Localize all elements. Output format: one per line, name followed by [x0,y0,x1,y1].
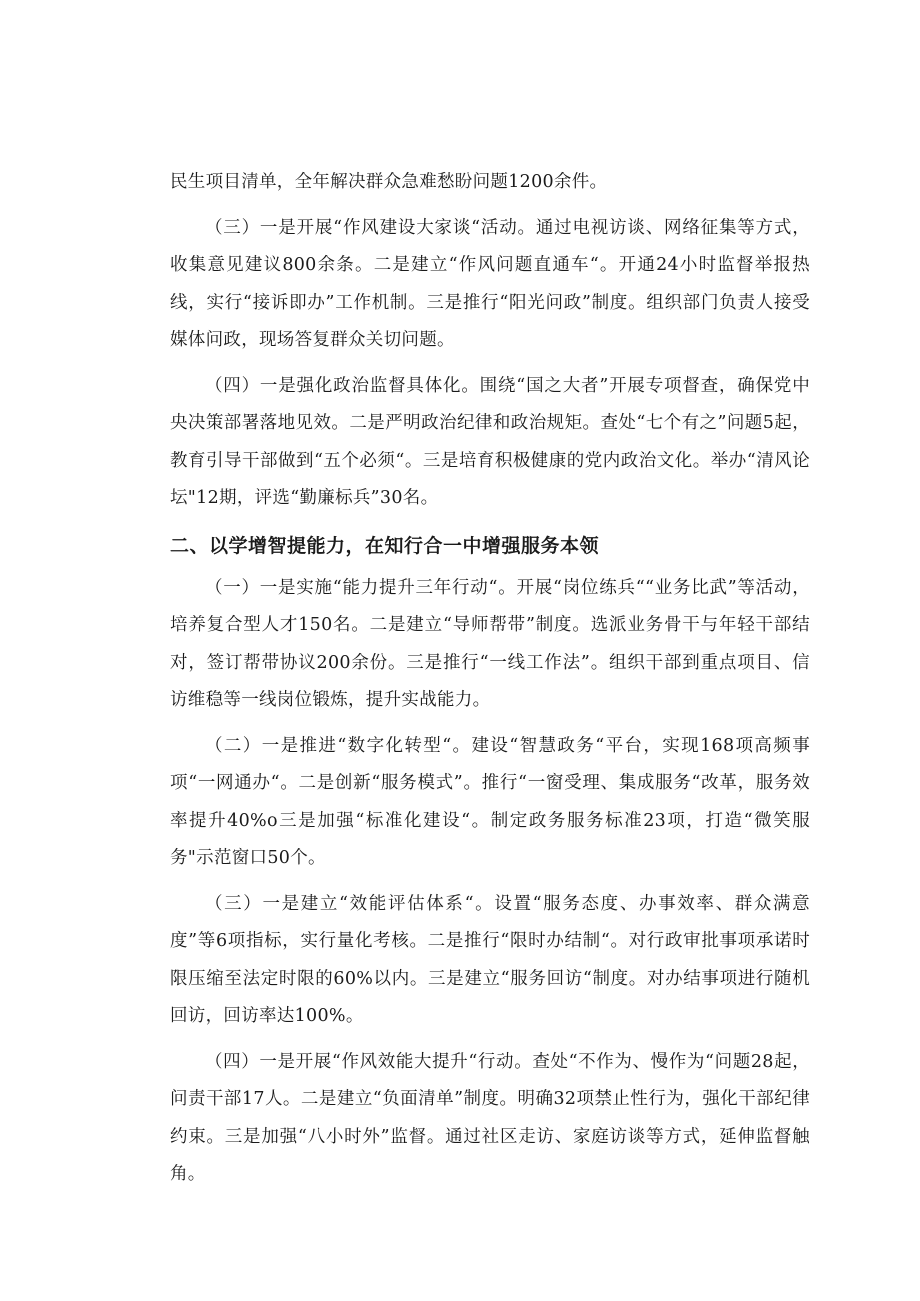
paragraph-section2-item3: （三）一是建立“效能评估体系“。设置“服务态度、办事效率、群众满意度”等6项指标，实行量化考核。二是推行“限时办结制“。对行政审批事项承诺时限压缩至法定时限的60%以内。三是建立“服务回访“制度。对办结事项进行随机回访，回访率达100%。 [170,893,810,1026]
section-heading-2: 二、以学增智提能力，在知行合一中增强服务本领 [170,534,600,557]
paragraph-continuation: 民生项目清单，全年解决群众急难愁盼问题1200余件。 [170,172,608,192]
paragraph-section1-item4: （四）一是强化政治监督具体化。围绕“国之大者”开展专项督查，确保党中央决策部署落地见效。二是严明政治纪律和政治规矩。查处“七个有之”问题5起，教育引导干部做到“五个必须“。三是培育积极健康的党内政治文化。举办“清风论坛"12期，评选“勤廉标兵”30名。 [170,375,810,508]
paragraph-section1-item3: （三）一是开展“作风建设大家谈“活动。通过电视访谈、网络征集等方式，收集意见建议800余条。二是建立“作风问题直通车“。开通24小时监督举报热线，实行“接诉即办”工作机制。三是推行“阳光问政”制度。组织部门负责人接受媒体问政，现场答复群众关切问题。 [170,217,810,350]
paragraph-section2-item4: （四）一是开展“作风效能大提升“行动。查处“不作为、慢作为“问题28起，问责干部17人。二是建立“负面清单”制度。明确32项禁止性行为，强化干部纪律约束。三是加强“八小时外”监督。通过社区走访、家庭访谈等方式，延伸监督触角。 [170,1051,810,1184]
document-page [170,0,810,1202]
paragraph-section2-item1: （一）一是实施“能力提升三年行动“。开展“岗位练兵““业务比武”等活动，培养复合型人才150名。二是建立“导师帮带”制度。选派业务骨干与年轻干部结对，签订帮带协议200余份。三是推行“一线工作法”。组织干部到重点项目、信访维稳等一线岗位锻炼，提升实战能力。 [170,577,810,710]
paragraph-section2-item2: （二）一是推进“数字化转型“。建设“智慧政务“平台，实现168项高频事项“一网通办“。二是创新“服务模式”。推行“一窗受理、集成服务“改革，服务效率提升40%o三是加强“标准化建设“。制定政务服务标准23项，打造“微笑服务"示范窗口50个。 [170,735,810,868]
